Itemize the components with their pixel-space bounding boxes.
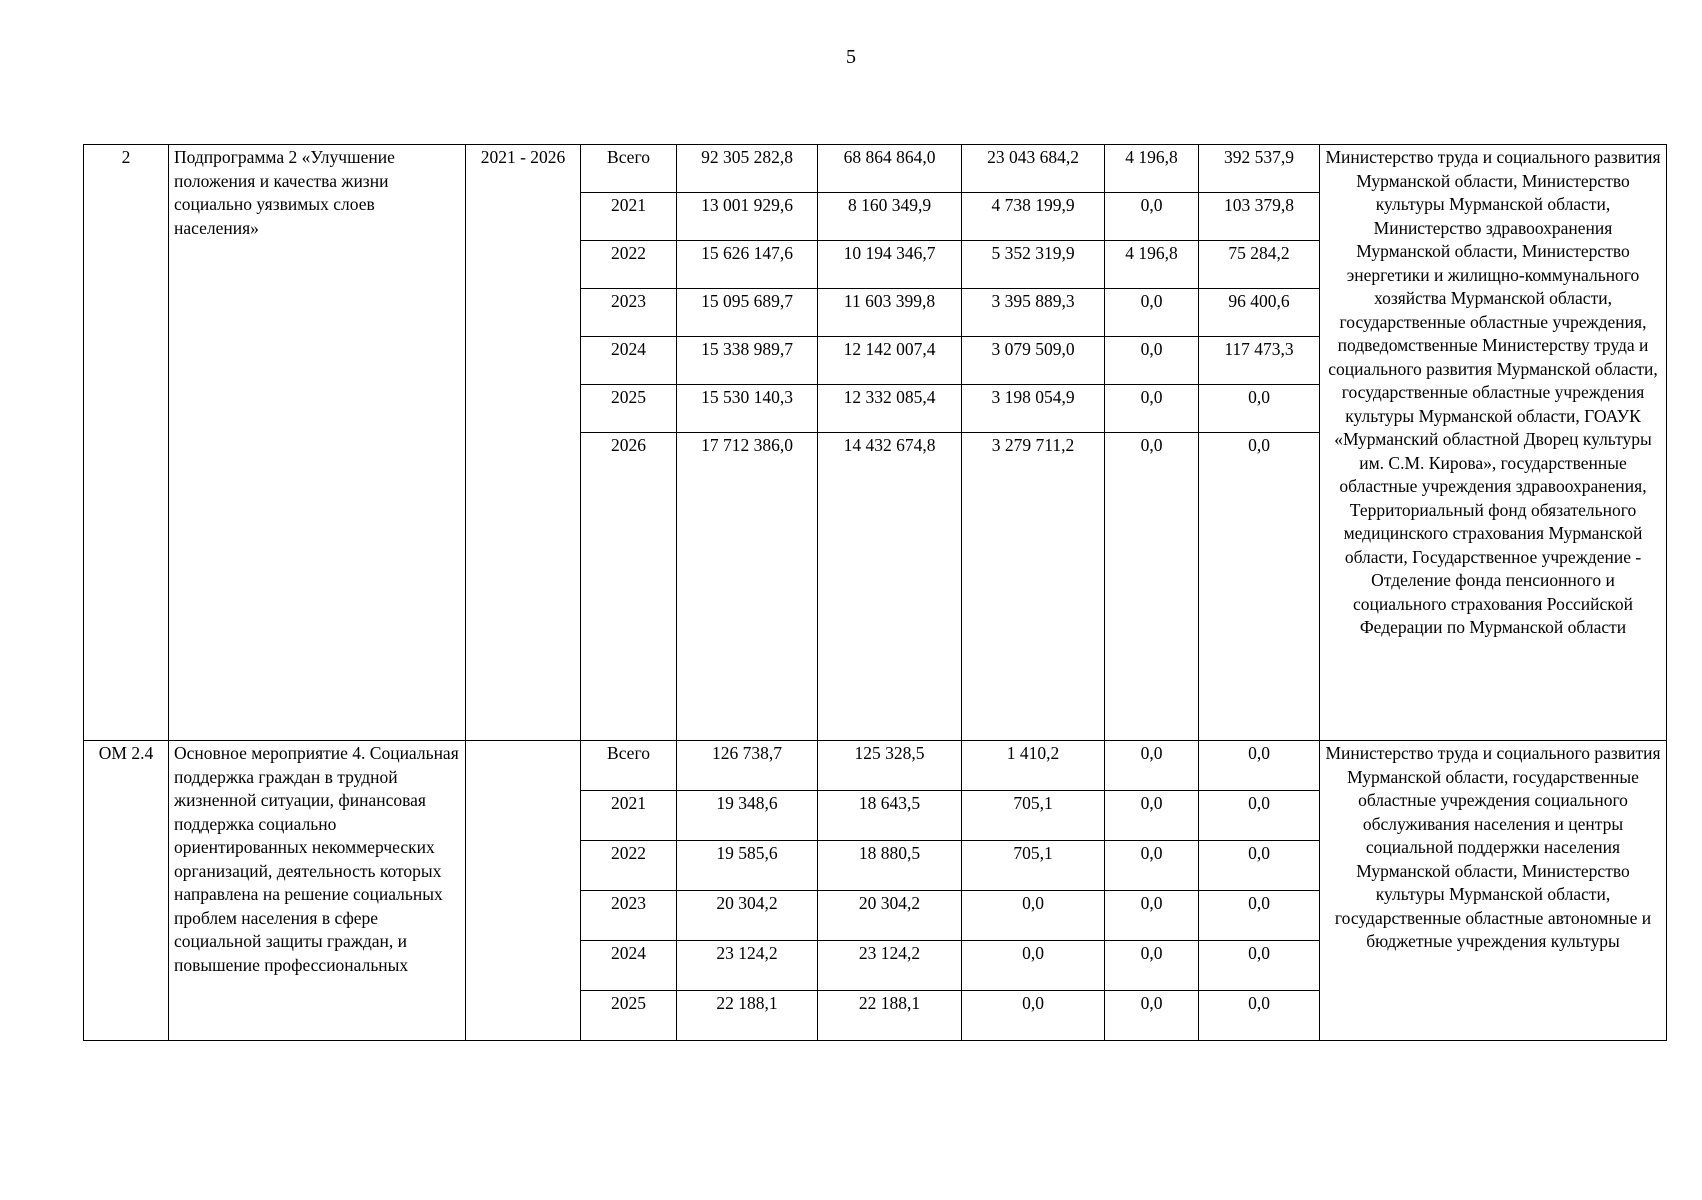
regional-cell: 18 643,5	[818, 791, 962, 841]
year-cell: 2024	[581, 337, 677, 385]
total-cell: 15 095 689,7	[677, 289, 818, 337]
regional-cell: 11 603 399,8	[818, 289, 962, 337]
local-cell: 0,0	[1105, 991, 1199, 1041]
local-cell: 0,0	[1105, 289, 1199, 337]
row-number: 2	[84, 145, 169, 741]
responsible-executors: Министерство труда и социального развития Мурманской области, государственные областные учреждения социального обслуживания населения и центры социальной поддержки населения Мурманской области, Министерство культуры Мурманской области, государственные областные автономные и бюджетные учреждения культуры	[1320, 741, 1667, 1041]
regional-cell: 12 142 007,4	[818, 337, 962, 385]
regional-cell: 125 328,5	[818, 741, 962, 791]
federal-cell: 3 079 509,0	[962, 337, 1105, 385]
extra-budget-cell: 117 473,3	[1199, 337, 1320, 385]
program-period	[466, 741, 581, 1041]
year-cell: 2022	[581, 841, 677, 891]
regional-cell: 23 124,2	[818, 941, 962, 991]
federal-cell: 3 198 054,9	[962, 385, 1105, 433]
federal-cell: 3 279 711,2	[962, 433, 1105, 741]
table-row	[84, 145, 1667, 193]
total-cell: 15 338 989,7	[677, 337, 818, 385]
local-cell: 0,0	[1105, 741, 1199, 791]
program-funding-table	[83, 144, 1667, 1041]
regional-cell: 10 194 346,7	[818, 241, 962, 289]
year-cell: Всего	[581, 741, 677, 791]
extra-budget-cell: 75 284,2	[1199, 241, 1320, 289]
total-cell: 92 305 282,8	[677, 145, 818, 193]
federal-cell: 705,1	[962, 791, 1105, 841]
extra-budget-cell: 0,0	[1199, 791, 1320, 841]
local-cell: 4 196,8	[1105, 145, 1199, 193]
regional-cell: 20 304,2	[818, 891, 962, 941]
year-cell: 2022	[581, 241, 677, 289]
year-cell: 2026	[581, 433, 677, 741]
extra-budget-cell: 0,0	[1199, 741, 1320, 791]
total-cell: 20 304,2	[677, 891, 818, 941]
program-period: 2021 - 2026	[466, 145, 581, 741]
total-cell: 19 585,6	[677, 841, 818, 891]
year-cell: 2025	[581, 991, 677, 1041]
total-cell: 126 738,7	[677, 741, 818, 791]
federal-cell: 0,0	[962, 991, 1105, 1041]
total-cell: 22 188,1	[677, 991, 818, 1041]
year-cell: 2024	[581, 941, 677, 991]
regional-cell: 18 880,5	[818, 841, 962, 891]
federal-cell: 5 352 319,9	[962, 241, 1105, 289]
year-cell: 2021	[581, 791, 677, 841]
federal-cell: 4 738 199,9	[962, 193, 1105, 241]
federal-cell: 3 395 889,3	[962, 289, 1105, 337]
extra-budget-cell: 96 400,6	[1199, 289, 1320, 337]
total-cell: 19 348,6	[677, 791, 818, 841]
extra-budget-cell: 0,0	[1199, 385, 1320, 433]
extra-budget-cell: 0,0	[1199, 941, 1320, 991]
local-cell: 0,0	[1105, 941, 1199, 991]
local-cell: 0,0	[1105, 193, 1199, 241]
page-number: 5	[846, 46, 856, 68]
total-cell: 13 001 929,6	[677, 193, 818, 241]
program-name: Подпрограмма 2 «Улучшение положения и качества жизни социально уязвимых слоев населения»	[169, 145, 466, 741]
extra-budget-cell: 0,0	[1199, 841, 1320, 891]
extra-budget-cell: 0,0	[1199, 991, 1320, 1041]
year-cell: 2021	[581, 193, 677, 241]
regional-cell: 68 864 864,0	[818, 145, 962, 193]
year-cell: Всего	[581, 145, 677, 193]
regional-cell: 8 160 349,9	[818, 193, 962, 241]
local-cell: 0,0	[1105, 433, 1199, 741]
year-cell: 2025	[581, 385, 677, 433]
total-cell: 23 124,2	[677, 941, 818, 991]
year-cell: 2023	[581, 289, 677, 337]
extra-budget-cell: 103 379,8	[1199, 193, 1320, 241]
extra-budget-cell: 0,0	[1199, 433, 1320, 741]
total-cell: 17 712 386,0	[677, 433, 818, 741]
federal-cell: 0,0	[962, 891, 1105, 941]
extra-budget-cell: 392 537,9	[1199, 145, 1320, 193]
local-cell: 0,0	[1105, 791, 1199, 841]
local-cell: 0,0	[1105, 385, 1199, 433]
total-cell: 15 626 147,6	[677, 241, 818, 289]
federal-cell: 1 410,2	[962, 741, 1105, 791]
table-row	[84, 741, 1667, 791]
regional-cell: 14 432 674,8	[818, 433, 962, 741]
federal-cell: 705,1	[962, 841, 1105, 891]
regional-cell: 22 188,1	[818, 991, 962, 1041]
responsible-executors: Министерство труда и социального развития Мурманской области, Министерство культуры Мурманской области, Министерство здравоохранения Мурманской области, Министерство энергетики и жилищно-коммунального хозяйства Мурманской области, государственные областные учреждения, подведомственные Министерству труда и социального развития Мурманской области, государственные областные учреждения культуры Мурманской области, ГОАУК «Мурманский областной Дворец культуры им. С.М. Кирова», государственные областные учреждения здравоохранения, Территориальный фонд обязательного медицинского страхования Мурманской области, Государственное учреждение - Отделение фонда пенсионного и социального страхования Российской Федерации по Мурманской области	[1320, 145, 1667, 741]
extra-budget-cell: 0,0	[1199, 891, 1320, 941]
local-cell: 0,0	[1105, 337, 1199, 385]
program-name: Основное мероприятие 4. Социальная поддержка граждан в трудной жизненной ситуации, финансовая поддержка социально ориентированных некоммерческих организаций, деятельность которых направлена на решение социальных проблем населения в сфере социальной защиты граждан, и повышение профессиональных	[169, 741, 466, 1041]
local-cell: 0,0	[1105, 841, 1199, 891]
year-cell: 2023	[581, 891, 677, 941]
federal-cell: 0,0	[962, 941, 1105, 991]
row-number: ОМ 2.4	[84, 741, 169, 1041]
regional-cell: 12 332 085,4	[818, 385, 962, 433]
total-cell: 15 530 140,3	[677, 385, 818, 433]
local-cell: 0,0	[1105, 891, 1199, 941]
local-cell: 4 196,8	[1105, 241, 1199, 289]
federal-cell: 23 043 684,2	[962, 145, 1105, 193]
